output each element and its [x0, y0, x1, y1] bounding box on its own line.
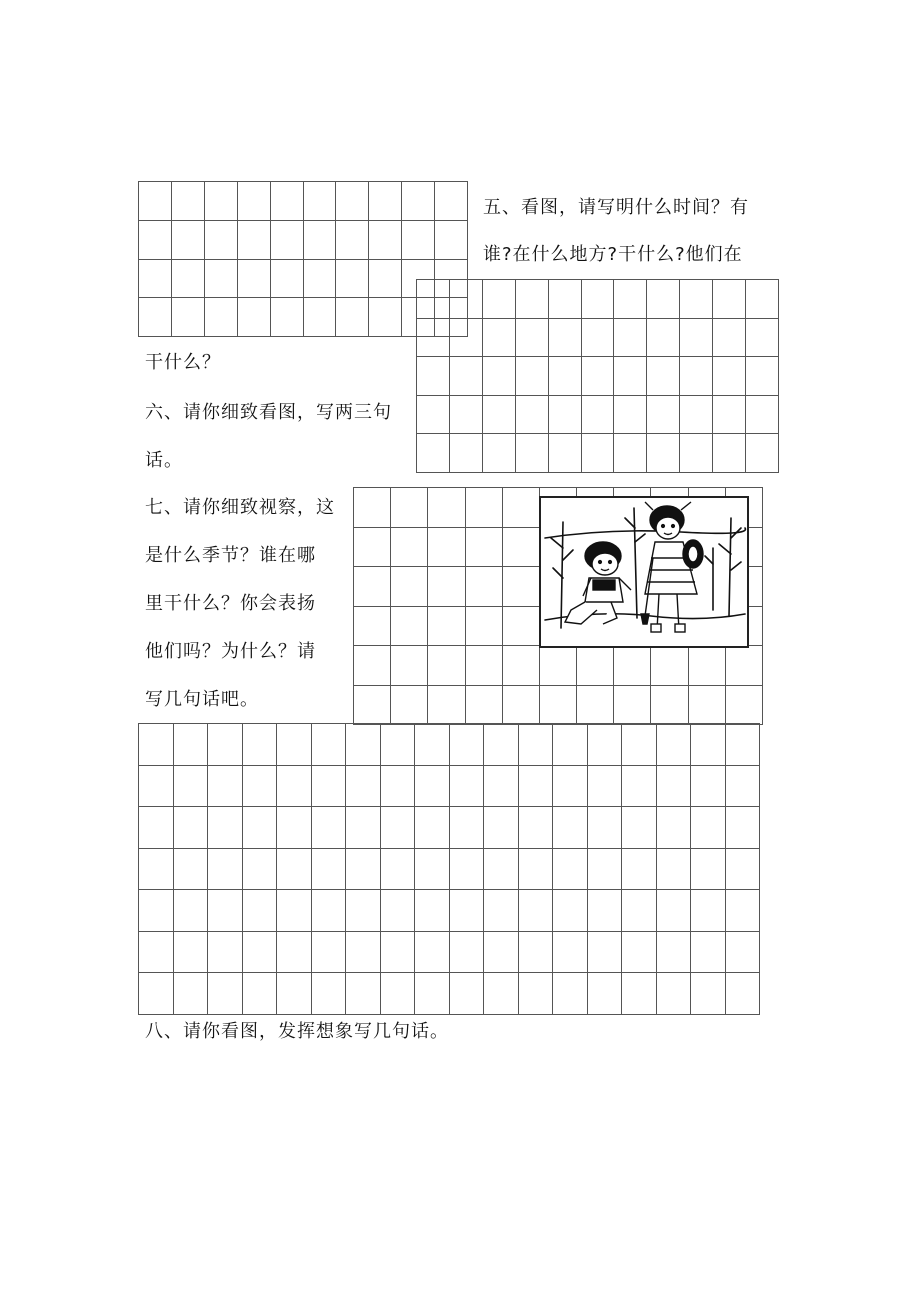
grid-cell[interactable] — [238, 260, 271, 299]
grid-cell[interactable] — [483, 396, 516, 435]
section7-prompt-line1: 七、请你细致视察，这 — [145, 497, 335, 518]
grid-cell[interactable] — [503, 607, 540, 647]
grid-cell[interactable] — [336, 260, 369, 299]
grid-cell[interactable] — [746, 280, 779, 319]
grid-cell[interactable] — [415, 724, 450, 766]
grid-cell[interactable] — [553, 890, 588, 932]
grid-cell[interactable] — [691, 724, 726, 766]
grid-cell[interactable] — [304, 260, 337, 299]
grid-cell[interactable] — [614, 319, 647, 358]
grid-cell[interactable] — [435, 182, 468, 221]
grid-cell[interactable] — [354, 567, 391, 607]
grid-cell[interactable] — [336, 221, 369, 260]
grid-cell[interactable] — [354, 646, 391, 686]
grid-cell[interactable] — [588, 766, 623, 808]
grid-cell[interactable] — [271, 298, 304, 337]
grid-cell[interactable] — [713, 319, 746, 358]
grid-cell[interactable] — [647, 357, 680, 396]
grid-cell[interactable] — [139, 298, 172, 337]
grid-cell[interactable] — [139, 221, 172, 260]
grid-cell[interactable] — [657, 932, 692, 974]
section5-prompt-line3: 干什么？ — [145, 352, 221, 373]
grid-cell[interactable] — [577, 686, 614, 726]
grid-cell[interactable] — [680, 396, 713, 435]
grid-cell[interactable] — [417, 319, 450, 358]
grid-cell[interactable] — [172, 221, 205, 260]
grid-cell[interactable] — [205, 260, 238, 299]
grid-cell[interactable] — [428, 686, 465, 726]
grid-cell[interactable] — [336, 298, 369, 337]
grid-cell[interactable] — [139, 182, 172, 221]
grid-cell[interactable] — [450, 319, 483, 358]
grid-cell[interactable] — [205, 221, 238, 260]
grid-cell[interactable] — [484, 807, 519, 849]
grid-cell[interactable] — [277, 973, 312, 1015]
grid-cell[interactable] — [369, 221, 402, 260]
grid-cell[interactable] — [450, 724, 485, 766]
grid-cell[interactable] — [516, 319, 549, 358]
grid-cell[interactable] — [417, 434, 450, 473]
grid-cell[interactable] — [139, 260, 172, 299]
grid-cell[interactable] — [647, 280, 680, 319]
grid-cell[interactable] — [466, 528, 503, 568]
grid-cell[interactable] — [312, 724, 347, 766]
grid-cell[interactable] — [553, 932, 588, 974]
grid-cell[interactable] — [519, 849, 554, 891]
grid-cell[interactable] — [271, 260, 304, 299]
grid-cell[interactable] — [466, 567, 503, 607]
grid-cell[interactable] — [277, 890, 312, 932]
grid-cell[interactable] — [519, 766, 554, 808]
grid-cell[interactable] — [651, 686, 688, 726]
grid-cell[interactable] — [726, 724, 761, 766]
grid-cell[interactable] — [391, 528, 428, 568]
grid-cell[interactable] — [450, 849, 485, 891]
grid-cell[interactable] — [689, 646, 726, 686]
grid-cell[interactable] — [450, 807, 485, 849]
grid-cell[interactable] — [208, 890, 243, 932]
grid-cell[interactable] — [553, 849, 588, 891]
grid-cell[interactable] — [391, 488, 428, 528]
grid-cell[interactable] — [503, 567, 540, 607]
grid-cell[interactable] — [519, 890, 554, 932]
grid-cell[interactable] — [208, 807, 243, 849]
grid-cell[interactable] — [657, 766, 692, 808]
grid-cell[interactable] — [172, 182, 205, 221]
grid-cell[interactable] — [680, 280, 713, 319]
grid-cell[interactable] — [553, 724, 588, 766]
grid-cell[interactable] — [582, 280, 615, 319]
grid-cell[interactable] — [381, 724, 416, 766]
grid-cell[interactable] — [503, 488, 540, 528]
grid-cell[interactable] — [582, 396, 615, 435]
grid-cell[interactable] — [726, 849, 761, 891]
grid-cell[interactable] — [354, 686, 391, 726]
grid-cell[interactable] — [516, 357, 549, 396]
grid-cell[interactable] — [346, 807, 381, 849]
grid-cell[interactable] — [139, 849, 174, 891]
grid-cell[interactable] — [622, 890, 657, 932]
grid-cell[interactable] — [484, 766, 519, 808]
grid-cell[interactable] — [680, 434, 713, 473]
grid-cell[interactable] — [519, 807, 554, 849]
grid-cell[interactable] — [746, 357, 779, 396]
grid-cell[interactable] — [577, 646, 614, 686]
grid-cell[interactable] — [657, 973, 692, 1015]
grid-cell[interactable] — [208, 973, 243, 1015]
grid-cell[interactable] — [346, 932, 381, 974]
grid-cell[interactable] — [726, 686, 763, 726]
grid-cell[interactable] — [312, 807, 347, 849]
grid-cell[interactable] — [415, 973, 450, 1015]
grid-cell[interactable] — [746, 396, 779, 435]
grid-cell[interactable] — [651, 646, 688, 686]
grid-cell[interactable] — [582, 357, 615, 396]
grid-cell[interactable] — [174, 849, 209, 891]
grid-cell[interactable] — [174, 932, 209, 974]
grid-cell[interactable] — [519, 724, 554, 766]
grid-cell[interactable] — [582, 434, 615, 473]
grid-cell[interactable] — [243, 849, 278, 891]
grid-cell[interactable] — [428, 646, 465, 686]
grid-cell[interactable] — [647, 434, 680, 473]
grid-cell[interactable] — [622, 849, 657, 891]
grid-cell[interactable] — [516, 434, 549, 473]
section6-prompt-line2: 话。 — [145, 450, 183, 471]
grid-cell[interactable] — [466, 607, 503, 647]
grid-cell[interactable] — [726, 932, 761, 974]
grid-cell[interactable] — [503, 686, 540, 726]
grid-cell[interactable] — [483, 280, 516, 319]
grid-cell[interactable] — [657, 724, 692, 766]
grid-cell[interactable] — [243, 890, 278, 932]
grid-cell[interactable] — [726, 766, 761, 808]
grid-cell[interactable] — [277, 724, 312, 766]
grid-cell[interactable] — [304, 221, 337, 260]
grid-cell[interactable] — [519, 973, 554, 1015]
grid-cell[interactable] — [271, 182, 304, 221]
grid-cell[interactable] — [614, 396, 647, 435]
grid-cell[interactable] — [549, 396, 582, 435]
grid-cell[interactable] — [553, 973, 588, 1015]
grid-cell[interactable] — [402, 182, 435, 221]
grid-cell[interactable] — [516, 280, 549, 319]
section7-prompt-line2: 是什么季节？谁在哪 — [145, 545, 316, 566]
section7-prompt-line3: 里干什么？你会表扬 — [145, 593, 316, 614]
section7-prompt-line4: 他们吗？为什么？请 — [145, 641, 316, 662]
grid-cell[interactable] — [428, 607, 465, 647]
grid-cell[interactable] — [238, 182, 271, 221]
grid-cell[interactable] — [417, 357, 450, 396]
grid-cell[interactable] — [680, 357, 713, 396]
grid-cell[interactable] — [205, 182, 238, 221]
grid-cell[interactable] — [549, 319, 582, 358]
grid-cell[interactable] — [208, 766, 243, 808]
grid-cell[interactable] — [588, 807, 623, 849]
grid-cell[interactable] — [428, 567, 465, 607]
grid-cell[interactable] — [208, 849, 243, 891]
grid-cell[interactable] — [450, 357, 483, 396]
grid-cell[interactable] — [243, 932, 278, 974]
grid-cell[interactable] — [243, 807, 278, 849]
grid-cell[interactable] — [312, 849, 347, 891]
grid-cell[interactable] — [466, 646, 503, 686]
grid-cell[interactable] — [483, 319, 516, 358]
grid-cell[interactable] — [713, 396, 746, 435]
grid-cell[interactable] — [588, 932, 623, 974]
grid-cell[interactable] — [450, 766, 485, 808]
grid-cell[interactable] — [540, 686, 577, 726]
grid-cell[interactable] — [277, 849, 312, 891]
grid-cell[interactable] — [174, 807, 209, 849]
grid-cell[interactable] — [417, 280, 450, 319]
grid-cell[interactable] — [381, 973, 416, 1015]
section8-prompt-line1: 八、请你看图，发挥想象写几句话。 — [145, 1021, 449, 1042]
grid-cell[interactable] — [647, 396, 680, 435]
grid-cell[interactable] — [691, 766, 726, 808]
grid-cell[interactable] — [466, 488, 503, 528]
grid-cell[interactable] — [484, 932, 519, 974]
grid-cell[interactable] — [484, 849, 519, 891]
grid-cell[interactable] — [381, 890, 416, 932]
grid-cell[interactable] — [346, 766, 381, 808]
grid-cell[interactable] — [346, 890, 381, 932]
grid-cell[interactable] — [312, 973, 347, 1015]
grid-cell[interactable] — [450, 890, 485, 932]
grid-cell[interactable] — [238, 298, 271, 337]
grid-cell[interactable] — [277, 807, 312, 849]
grid-cell[interactable] — [614, 686, 651, 726]
grid-cell[interactable] — [369, 260, 402, 299]
grid-cell[interactable] — [484, 890, 519, 932]
grid-cell[interactable] — [243, 724, 278, 766]
grid-cell[interactable] — [312, 766, 347, 808]
grid-cell[interactable] — [369, 298, 402, 337]
grid-cell[interactable] — [174, 766, 209, 808]
grid-cell[interactable] — [428, 488, 465, 528]
grid-cell[interactable] — [713, 280, 746, 319]
grid-cell[interactable] — [549, 357, 582, 396]
grid-cell[interactable] — [312, 890, 347, 932]
grid-cell[interactable] — [208, 932, 243, 974]
grid-cell[interactable] — [726, 973, 761, 1015]
grid-cell[interactable] — [657, 807, 692, 849]
grid-cell[interactable] — [243, 973, 278, 1015]
writing-grid-2[interactable] — [416, 279, 779, 473]
grid-cell[interactable] — [691, 973, 726, 1015]
grid-cell[interactable] — [484, 724, 519, 766]
grid-cell[interactable] — [391, 686, 428, 726]
grid-cell[interactable] — [139, 890, 174, 932]
grid-cell[interactable] — [450, 280, 483, 319]
grid-cell[interactable] — [622, 807, 657, 849]
grid-cell[interactable] — [172, 260, 205, 299]
grid-cell[interactable] — [172, 298, 205, 337]
grid-cell[interactable] — [415, 849, 450, 891]
grid-cell[interactable] — [450, 434, 483, 473]
grid-cell[interactable] — [415, 890, 450, 932]
grid-cell[interactable] — [483, 357, 516, 396]
grid-cell[interactable] — [450, 396, 483, 435]
grid-cell[interactable] — [691, 849, 726, 891]
grid-cell[interactable] — [483, 434, 516, 473]
grid-cell[interactable] — [381, 932, 416, 974]
grid-cell[interactable] — [346, 849, 381, 891]
grid-cell[interactable] — [354, 488, 391, 528]
grid-cell[interactable] — [402, 221, 435, 260]
grid-cell[interactable] — [657, 890, 692, 932]
grid-cell[interactable] — [391, 567, 428, 607]
grid-cell[interactable] — [582, 319, 615, 358]
grid-cell[interactable] — [691, 890, 726, 932]
grid-cell[interactable] — [346, 973, 381, 1015]
grid-cell[interactable] — [304, 298, 337, 337]
grid-cell[interactable] — [139, 932, 174, 974]
grid-cell[interactable] — [139, 766, 174, 808]
grid-cell[interactable] — [691, 932, 726, 974]
grid-cell[interactable] — [726, 646, 763, 686]
grid-cell[interactable] — [689, 686, 726, 726]
grid-cell[interactable] — [466, 686, 503, 726]
grid-cell[interactable] — [746, 434, 779, 473]
section5-prompt-line1: 五、看图，请写明什么时间？有 — [483, 197, 749, 218]
grid-cell[interactable] — [726, 807, 761, 849]
grid-cell[interactable] — [540, 646, 577, 686]
grid-cell[interactable] — [415, 932, 450, 974]
grid-cell[interactable] — [647, 319, 680, 358]
grid-cell[interactable] — [588, 973, 623, 1015]
grid-cell[interactable] — [622, 932, 657, 974]
grid-cell[interactable] — [435, 221, 468, 260]
grid-cell[interactable] — [588, 890, 623, 932]
grid-cell[interactable] — [622, 973, 657, 1015]
grid-cell[interactable] — [691, 807, 726, 849]
grid-cell[interactable] — [484, 973, 519, 1015]
grid-cell[interactable] — [680, 319, 713, 358]
grid-cell[interactable] — [238, 221, 271, 260]
grid-cell[interactable] — [519, 932, 554, 974]
section5-prompt-line2: 谁?在什么地方?干什么?他们在 — [483, 244, 743, 265]
grid-cell[interactable] — [205, 298, 238, 337]
grid-cell[interactable] — [614, 280, 647, 319]
children-planting-trees-illustration — [539, 496, 749, 648]
grid-cell[interactable] — [588, 849, 623, 891]
grid-cell[interactable] — [713, 434, 746, 473]
grid-cell[interactable] — [549, 434, 582, 473]
grid-cell[interactable] — [369, 182, 402, 221]
grid-cell[interactable] — [346, 724, 381, 766]
grid-cell[interactable] — [450, 973, 485, 1015]
grid-cell[interactable] — [553, 807, 588, 849]
grid-cell[interactable] — [391, 646, 428, 686]
grid-cell[interactable] — [713, 357, 746, 396]
grid-cell[interactable] — [381, 807, 416, 849]
grid-cell[interactable] — [271, 221, 304, 260]
grid-cell[interactable] — [312, 932, 347, 974]
grid-cell[interactable] — [381, 766, 416, 808]
grid-cell[interactable] — [174, 973, 209, 1015]
grid-cell[interactable] — [304, 182, 337, 221]
grid-cell[interactable] — [746, 319, 779, 358]
grid-cell[interactable] — [415, 766, 450, 808]
grid-cell[interactable] — [381, 849, 416, 891]
grid-cell[interactable] — [277, 766, 312, 808]
grid-cell[interactable] — [588, 724, 623, 766]
grid-cell[interactable] — [139, 724, 174, 766]
grid-cell[interactable] — [553, 766, 588, 808]
grid-cell[interactable] — [428, 528, 465, 568]
grid-cell[interactable] — [622, 724, 657, 766]
section6-prompt-line1: 六、请你细致看图，写两三句 — [145, 402, 392, 423]
grid-cell[interactable] — [415, 807, 450, 849]
grid-cell[interactable] — [139, 807, 174, 849]
grid-cell[interactable] — [614, 434, 647, 473]
grid-cell[interactable] — [417, 396, 450, 435]
grid-cell[interactable] — [277, 932, 312, 974]
grid-cell[interactable] — [174, 890, 209, 932]
grid-cell[interactable] — [354, 528, 391, 568]
grid-cell[interactable] — [391, 607, 428, 647]
grid-cell[interactable] — [243, 766, 278, 808]
section7-prompt-line5: 写几句话吧。 — [145, 689, 259, 710]
grid-cell[interactable] — [726, 890, 761, 932]
grid-cell[interactable] — [208, 724, 243, 766]
grid-cell[interactable] — [622, 766, 657, 808]
grid-cell[interactable] — [503, 646, 540, 686]
writing-grid-4[interactable] — [138, 723, 760, 1015]
grid-cell[interactable] — [336, 182, 369, 221]
grid-cell[interactable] — [549, 280, 582, 319]
grid-cell[interactable] — [503, 528, 540, 568]
grid-cell[interactable] — [174, 724, 209, 766]
grid-cell[interactable] — [614, 646, 651, 686]
grid-cell[interactable] — [657, 849, 692, 891]
grid-cell[interactable] — [450, 932, 485, 974]
grid-cell[interactable] — [139, 973, 174, 1015]
grid-cell[interactable] — [614, 357, 647, 396]
grid-cell[interactable] — [354, 607, 391, 647]
grid-cell[interactable] — [516, 396, 549, 435]
